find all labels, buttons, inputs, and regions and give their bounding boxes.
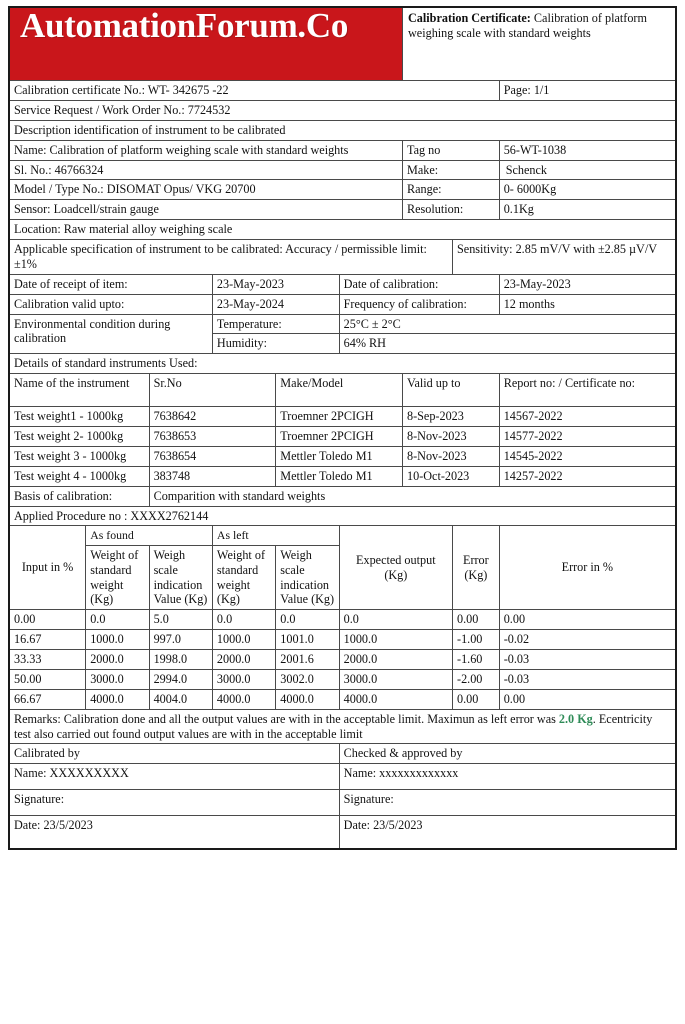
valid-upto-label: Calibration valid upto:: [9, 294, 212, 314]
date-of-calibration-value: 23-May-2023: [499, 274, 676, 294]
results-col-input: Input in %: [9, 526, 86, 610]
make-value: Schenck: [499, 160, 676, 180]
signoff-signature-row: [9, 790, 676, 816]
standard-instrument-name: Test weight 3 - 1000kg: [9, 446, 149, 466]
standard-instrument-srno: 7638642: [149, 407, 276, 427]
result-asfound-standard: 4000.0: [86, 689, 149, 709]
sensor-resolution-row: [9, 200, 676, 220]
standard-instrument-srno: 7638654: [149, 446, 276, 466]
certificate-title-text: Calibration of platform weighing scale with standard weights: [408, 11, 647, 40]
specification-row: [9, 240, 676, 275]
remarks-text-after: . Ecentricity test also carried out found output values are with in the acceptable limit: [14, 711, 653, 741]
result-expected-output: 3000.0: [339, 669, 452, 689]
table-row: [9, 446, 676, 466]
location: Location: Raw material alloy weighing scale: [9, 220, 676, 240]
result-expected-output: 2000.0: [339, 650, 452, 670]
result-expected-output: 0.0: [339, 610, 452, 630]
result-asleft-standard: 0.0: [212, 610, 275, 630]
frequency-value: 12 months: [499, 294, 676, 314]
make-label: Make:: [403, 160, 500, 180]
checked-by-date: Date: 23/5/2023: [339, 816, 676, 850]
table-row: [9, 689, 676, 709]
humidity-value: 64% RH: [339, 334, 676, 354]
standard-instrument-validupto: 8-Nov-2023: [403, 446, 500, 466]
date-of-receipt-value: 23-May-2023: [212, 274, 339, 294]
result-asfound-standard: 3000.0: [86, 669, 149, 689]
result-error: -1.60: [453, 650, 500, 670]
results-col-asfound-standard: Weight of standard weight (Kg): [86, 545, 149, 610]
result-asleft-indication: 2001.6: [276, 650, 339, 670]
results-col-asfound-indication: Weigh scale indication Value (Kg): [149, 545, 212, 610]
result-input-percent: 0.00: [9, 610, 86, 630]
table-row: [9, 466, 676, 486]
logo-text: AutomationForum.Co: [20, 6, 349, 45]
description-section-title-row: [9, 120, 676, 140]
results-col-error-percent: Error in %: [499, 526, 676, 610]
results-group-as-left: As left: [212, 526, 339, 545]
temperature-label: Temperature:: [212, 314, 339, 334]
results-col-expected-output: Expected output (Kg): [339, 526, 452, 610]
sensor-type: Sensor: Loadcell/strain gauge: [9, 200, 403, 220]
resolution-value: 0.1Kg: [499, 200, 676, 220]
remarks-row: [9, 709, 676, 744]
signoff-date-row: [9, 816, 676, 850]
signoff-header-row: [9, 744, 676, 764]
receipt-calibration-date-row: [9, 274, 676, 294]
result-asleft-standard: 2000.0: [212, 650, 275, 670]
calibrated-by-title: Calibrated by: [9, 744, 339, 764]
result-asfound-standard: 2000.0: [86, 650, 149, 670]
standard-instrument-srno: 383748: [149, 466, 276, 486]
result-asleft-standard: 3000.0: [212, 669, 275, 689]
standard-instrument-validupto: 8-Nov-2023: [403, 427, 500, 447]
name-tag-row: [9, 140, 676, 160]
result-asleft-standard: 4000.0: [212, 689, 275, 709]
certificate-table: [8, 6, 677, 850]
tag-no-label: Tag no: [403, 140, 500, 160]
standards-section-title-row: [9, 354, 676, 374]
site-logo: [9, 7, 403, 81]
result-asfound-indication: 997.0: [149, 630, 212, 650]
standard-instrument-validupto: 8-Sep-2023: [403, 407, 500, 427]
description-section-title: Description identification of instrument to be calibrated: [9, 120, 676, 140]
standard-instrument-makemodel: Mettler Toledo M1: [276, 446, 403, 466]
standards-col-name: Name of the instrument: [9, 374, 149, 407]
result-error: -1.00: [453, 630, 500, 650]
results-group-header-row: [9, 526, 676, 545]
result-asfound-indication: 2994.0: [149, 669, 212, 689]
standards-col-makemodel: Make/Model: [276, 374, 403, 407]
result-input-percent: 66.67: [9, 689, 86, 709]
model-type-no: Model / Type No.: DISOMAT Opus/ VKG 20700: [9, 180, 403, 200]
certificate-title-label: Calibration Certificate:: [408, 11, 531, 25]
result-asleft-indication: 4000.0: [276, 689, 339, 709]
basis-label: Basis of calibration:: [9, 486, 149, 506]
calibrated-by-signature: Signature:: [9, 790, 339, 816]
certificate-no: Calibration certificate No.: WT- 342675 -22: [9, 81, 499, 101]
result-error-percent: -0.02: [499, 630, 676, 650]
applied-procedure-row: [9, 506, 676, 526]
range-value: 0- 6000Kg: [499, 180, 676, 200]
result-asfound-standard: 1000.0: [86, 630, 149, 650]
frequency-label: Frequency of calibration:: [339, 294, 499, 314]
result-input-percent: 33.33: [9, 650, 86, 670]
result-asfound-indication: 5.0: [149, 610, 212, 630]
result-error: 0.00: [453, 610, 500, 630]
result-input-percent: 16.67: [9, 630, 86, 650]
result-asleft-standard: 1000.0: [212, 630, 275, 650]
results-col-asleft-indication: Weigh scale indication Value (Kg): [276, 545, 339, 610]
standard-instrument-makemodel: Troemner 2PCIGH: [276, 407, 403, 427]
results-col-error: Error (Kg): [453, 526, 500, 610]
result-error-percent: -0.03: [499, 669, 676, 689]
result-asfound-indication: 4004.0: [149, 689, 212, 709]
tag-no-value: 56-WT-1038: [499, 140, 676, 160]
checked-by-name: Name: xxxxxxxxxxxxx: [339, 764, 676, 790]
standards-section-title: Details of standard instruments Used:: [9, 354, 676, 374]
standard-instrument-reportno: 14567-2022: [499, 407, 676, 427]
calibrated-by-date: Date: 23/5/2023: [9, 816, 339, 850]
result-asfound-standard: 0.0: [86, 610, 149, 630]
result-asfound-indication: 1998.0: [149, 650, 212, 670]
calibrated-by-name: Name: XXXXXXXXX: [9, 764, 339, 790]
remarks-text: [9, 709, 676, 744]
certificate-number-row: [9, 81, 676, 101]
resolution-label: Resolution:: [403, 200, 500, 220]
result-asleft-indication: 3002.0: [276, 669, 339, 689]
table-row: [9, 427, 676, 447]
result-asleft-indication: 0.0: [276, 610, 339, 630]
certificate-title-block: [403, 7, 677, 81]
instrument-name: Name: Calibration of platform weighing scale with standard weights: [9, 140, 403, 160]
standard-instrument-name: Test weight 2- 1000kg: [9, 427, 149, 447]
result-error: -2.00: [453, 669, 500, 689]
header-row: [9, 7, 676, 81]
standard-instrument-reportno: 14257-2022: [499, 466, 676, 486]
checked-approved-by-title: Checked & approved by: [339, 744, 676, 764]
serial-no: Sl. No.: 46766324: [9, 160, 403, 180]
range-label: Range:: [403, 180, 500, 200]
result-error-percent: -0.03: [499, 650, 676, 670]
standard-instrument-makemodel: Troemner 2PCIGH: [276, 427, 403, 447]
location-row: [9, 220, 676, 240]
standards-col-srno: Sr.No: [149, 374, 276, 407]
date-of-calibration-label: Date of calibration:: [339, 274, 499, 294]
table-row: [9, 610, 676, 630]
table-row: [9, 407, 676, 427]
table-row: [9, 669, 676, 689]
valid-upto-value: 23-May-2024: [212, 294, 339, 314]
standard-instrument-validupto: 10-Oct-2023: [403, 466, 500, 486]
environment-temperature-row: [9, 314, 676, 334]
standards-col-reportno: Report no: / Certificate no:: [499, 374, 676, 407]
sensitivity: Sensitivity: 2.85 mV/V with ±2.85 µV/V: [453, 240, 676, 275]
signoff-name-row: [9, 764, 676, 790]
temperature-value: 25°C ± 2°C: [339, 314, 676, 334]
validity-frequency-row: [9, 294, 676, 314]
serial-make-row: [9, 160, 676, 180]
remarks-text-before: Remarks: Calibration done and all the output values are with in the acceptable limit. Maximun as left error was: [14, 711, 559, 726]
standard-instrument-reportno: 14545-2022: [499, 446, 676, 466]
applied-procedure-no: Applied Procedure no : XXXX2762144: [9, 506, 676, 526]
result-expected-output: 1000.0: [339, 630, 452, 650]
results-col-asleft-standard: Weight of standard weight (Kg): [212, 545, 275, 610]
standards-col-validupto: Valid up to: [403, 374, 500, 407]
environmental-condition-label: Environmental condition during calibration: [9, 314, 212, 354]
result-error-percent: 0.00: [499, 689, 676, 709]
standard-instrument-reportno: 14577-2022: [499, 427, 676, 447]
date-of-receipt-label: Date of receipt of item:: [9, 274, 212, 294]
result-expected-output: 4000.0: [339, 689, 452, 709]
table-row: [9, 630, 676, 650]
standard-instrument-makemodel: Mettler Toledo M1: [276, 466, 403, 486]
results-group-as-found: As found: [86, 526, 213, 545]
remarks-highlight-value: 2.0 Kg: [558, 711, 593, 726]
basis-of-calibration-row: [9, 486, 676, 506]
result-input-percent: 50.00: [9, 669, 86, 689]
result-error: 0.00: [453, 689, 500, 709]
service-request-row: [9, 100, 676, 120]
checked-by-signature: Signature:: [339, 790, 676, 816]
result-asleft-indication: 1001.0: [276, 630, 339, 650]
service-request-no: Service Request / Work Order No.: 7724532: [9, 100, 676, 120]
table-row: [9, 650, 676, 670]
humidity-label: Humidity:: [212, 334, 339, 354]
standard-instrument-name: Test weight 4 - 1000kg: [9, 466, 149, 486]
model-range-row: [9, 180, 676, 200]
applicable-specification: Applicable specification of instrument to be calibrated: Accuracy / permissible limit: ±1%: [9, 240, 453, 275]
result-error-percent: 0.00: [499, 610, 676, 630]
standard-instrument-srno: 7638653: [149, 427, 276, 447]
standards-header-row: [9, 374, 676, 407]
basis-value: Comparition with standard weights: [149, 486, 676, 506]
standard-instrument-name: Test weight1 - 1000kg: [9, 407, 149, 427]
page-number: Page: 1/1: [499, 81, 676, 101]
